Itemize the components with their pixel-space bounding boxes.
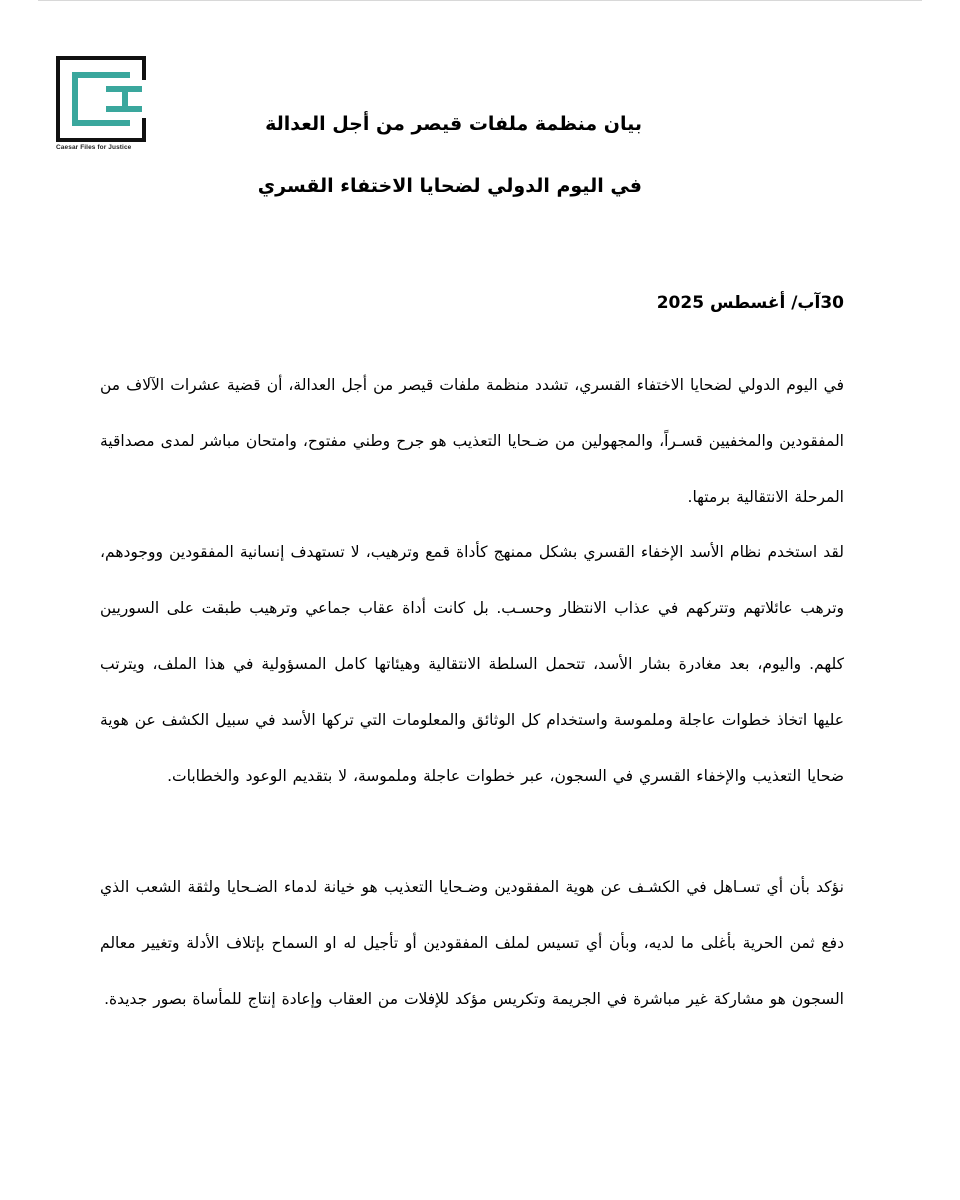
caesar-files-logo-icon (56, 56, 146, 142)
organization-logo (56, 56, 156, 151)
statement-subtitle: في اليوم الدولي لضحايا الاختفاء القسري (257, 175, 642, 197)
body-paragraph-1: في اليوم الدولي لضحايا الاختفاء القسري، تشدد منظمة ملفات قيصر من أجل العدالة، أن قضية عشرات الآلاف من المفقودين والمخفيين قسـراً، والمجهولين من ضـحايا التعذيب هو جرح وطني مفتوح، وامتحان مباشر لمدى مصداقية المرحلة الانتقالية برمتها. (100, 375, 844, 506)
body-paragraph-3: نؤكد بأن أي تسـاهل في الكشـف عن هوية المفقودين وضـحايا التعذيب هو خيانة لدماء الضـحايا ولثقة الشعب الذي دفع ثمن الحرية بأغلى ما لديه، وبأن أي تسيس لملف المفقودين أو تأجيل له او السماح بإتلاف الأدلة وتغيير معالم السجون هو مشاركة غير مباشرة في الجريمة وتكريس مؤكد للإفلات من العقاب وإعادة إنتاج للمأساة بصور جديدة. (100, 877, 844, 1008)
logo-caption: Caesar Files for Justice (56, 144, 132, 151)
body-paragraph-2: لقد استخدم نظام الأسد الإخفاء القسري بشكل ممنهج كأداة قمع وترهيب، لا تستهدف إنسانية المفقودين ووجودهم، وترهب عائلاتهم وتتركهم في عذاب الانتظار وحسـب. بل كانت أداة عقاب جماعي وترهيب طبقت على السوريين كلهم. واليوم، بعد مغادرة بشار الأسد، تتحمل السلطة الانتقالية وهيئاتها كامل المسؤولية في هذا الملف، ويترتب عليها اتخاذ خطوات عاجلة وملموسة واستخدام كل الوثائق والمعلومات التي تركها الأسد في سبيل الكشف عن هوية ضحايا التعذيب والإخفاء القسري في السجون، عبر خطوات عاجلة وملموسة، لا بتقديم الوعود والخطابات. (100, 542, 844, 785)
statement-date: 30آب/ أغسطس 2025 (656, 293, 844, 313)
page-top-edge (38, 0, 922, 4)
statement-title: بيان منظمة ملفات قيصر من أجل العدالة (265, 113, 642, 135)
